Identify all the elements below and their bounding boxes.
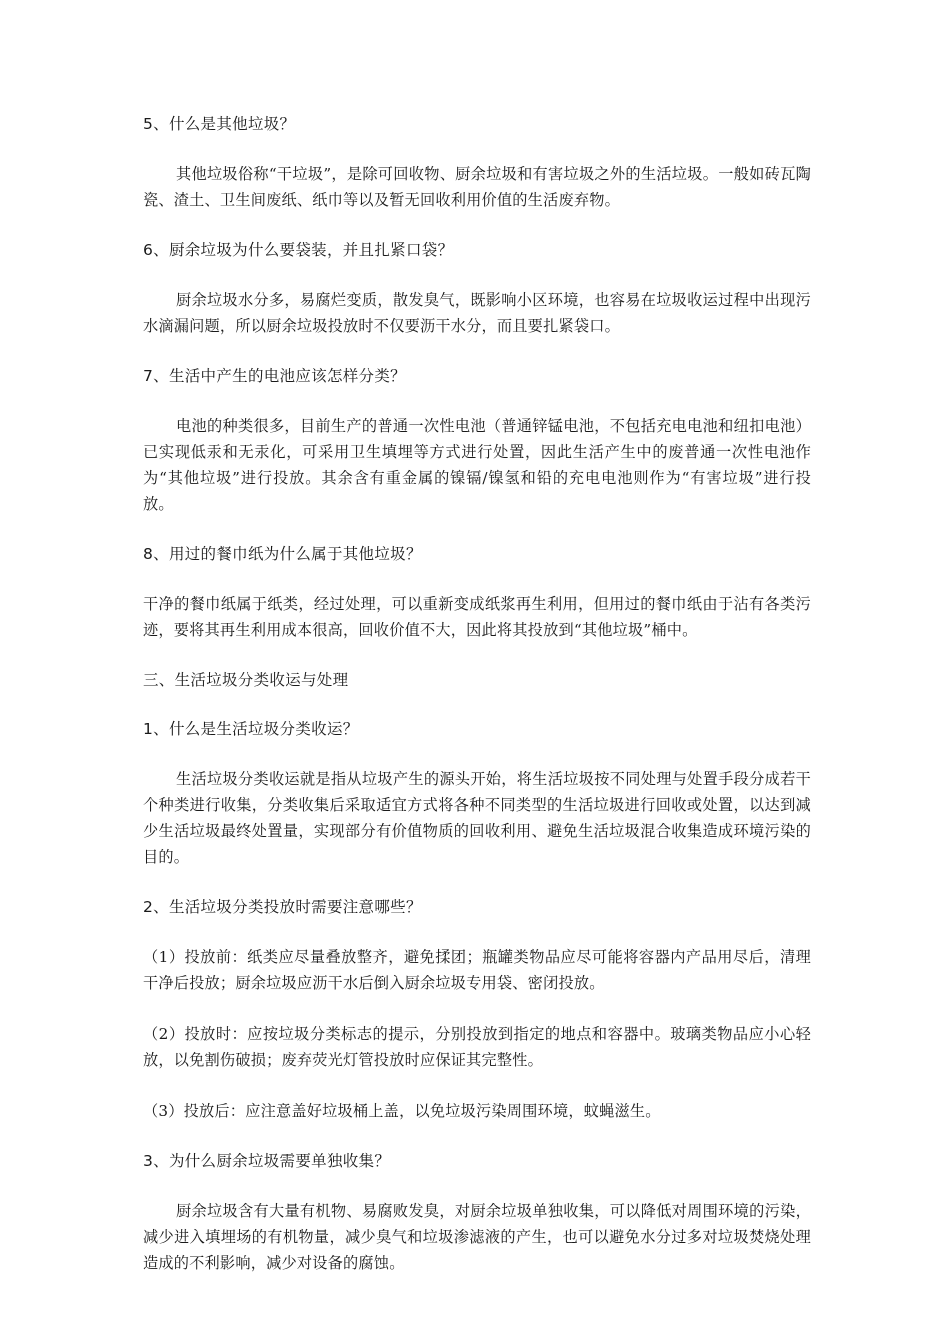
- chapter-heading-3: 三、生活垃圾分类收运与处理: [143, 671, 349, 689]
- section-heading-c3-q3: 3、为什么厨余垃圾需要单独收集？: [143, 1152, 391, 1170]
- section-heading-q7: 7、生活中产生的电池应该怎样分类？: [143, 367, 406, 385]
- paragraph-c3-q2-item-1: （1）投放前：纸类应尽量叠放整齐，避免揉团；瓶罐类物品应尽可能将容器内产品用尽后，清理干净后投放；厨余垃圾应沥干水后倒入厨余垃圾专用袋、密闭投放。: [143, 948, 811, 992]
- section-heading-q8: 8、用过的餐巾纸为什么属于其他垃圾？: [143, 545, 422, 563]
- document-page: [143, 112, 811, 1301]
- paragraph-c3-q2-item-3: （3）投放后：应注意盖好垃圾桶上盖，以免垃圾污染周围环境，蚊蝇滋生。: [143, 1102, 661, 1120]
- section-heading-c3-q1: 1、什么是生活垃圾分类收运？: [143, 720, 359, 738]
- paragraph-q8-answer: 干净的餐巾纸属于纸类，经过处理，可以重新变成纸浆再生利用，但用过的餐巾纸由于沾有各类污迹，要将其再生利用成本很高，回收价值不大，因此将其投放到“其他垃圾”桶中。: [143, 595, 811, 639]
- section-heading-q5: 5、什么是其他垃圾？: [143, 115, 296, 133]
- section-heading-q6: 6、厨余垃圾为什么要袋装，并且扎紧口袋？: [143, 241, 454, 259]
- paragraph-q6-answer: 厨余垃圾水分多，易腐烂变质，散发臭气，既影响小区环境，也容易在垃圾收运过程中出现污水滴漏问题，所以厨余垃圾投放时不仅要沥干水分，而且要扎紧袋口。: [143, 291, 811, 335]
- paragraph-c3-q3-answer: 厨余垃圾含有大量有机物、易腐败发臭，对厨余垃圾单独收集，可以降低对周围环境的污染，减少进入填埋场的有机物量，减少臭气和垃圾渗滤液的产生，也可以避免水分过多对垃圾焚烧处理造成的不利影响，减少对设备的腐蚀。: [143, 1202, 811, 1272]
- paragraph-c3-q2-item-2: （2）投放时：应按垃圾分类标志的提示，分别投放到指定的地点和容器中。玻璃类物品应小心轻放，以免割伤破损；废弃荧光灯管投放时应保证其完整性。: [143, 1025, 811, 1069]
- paragraph-c3-q1-answer: 生活垃圾分类收运就是指从垃圾产生的源头开始，将生活垃圾按不同处理与处置手段分成若干个种类进行收集，分类收集后采取适宜方式将各种不同类型的生活垃圾进行回收或处置，以达到减少生活垃圾最终处置量，实现部分有价值物质的回收利用、避免生活垃圾混合收集造成环境污染的目的。: [143, 770, 811, 866]
- section-heading-c3-q2: 2、生活垃圾分类投放时需要注意哪些？: [143, 898, 422, 916]
- paragraph-q7-answer: 电池的种类很多，目前生产的普通一次性电池（普通锌锰电池，不包括充电电池和纽扣电池）已实现低汞和无汞化，可采用卫生填埋等方式进行处置，因此生活产生中的废普通一次性电池作为“其他垃圾”进行投放。其余含有重金属的镍镉/镍氢和铅的充电电池则作为“有害垃圾”进行投放。: [143, 417, 811, 513]
- paragraph-q5-answer: 其他垃圾俗称“干垃圾”，是除可回收物、厨余垃圾和有害垃圾之外的生活垃圾。一般如砖瓦陶瓷、渣土、卫生间废纸、纸巾等以及暂无回收利用价值的生活废弃物。: [143, 165, 811, 209]
